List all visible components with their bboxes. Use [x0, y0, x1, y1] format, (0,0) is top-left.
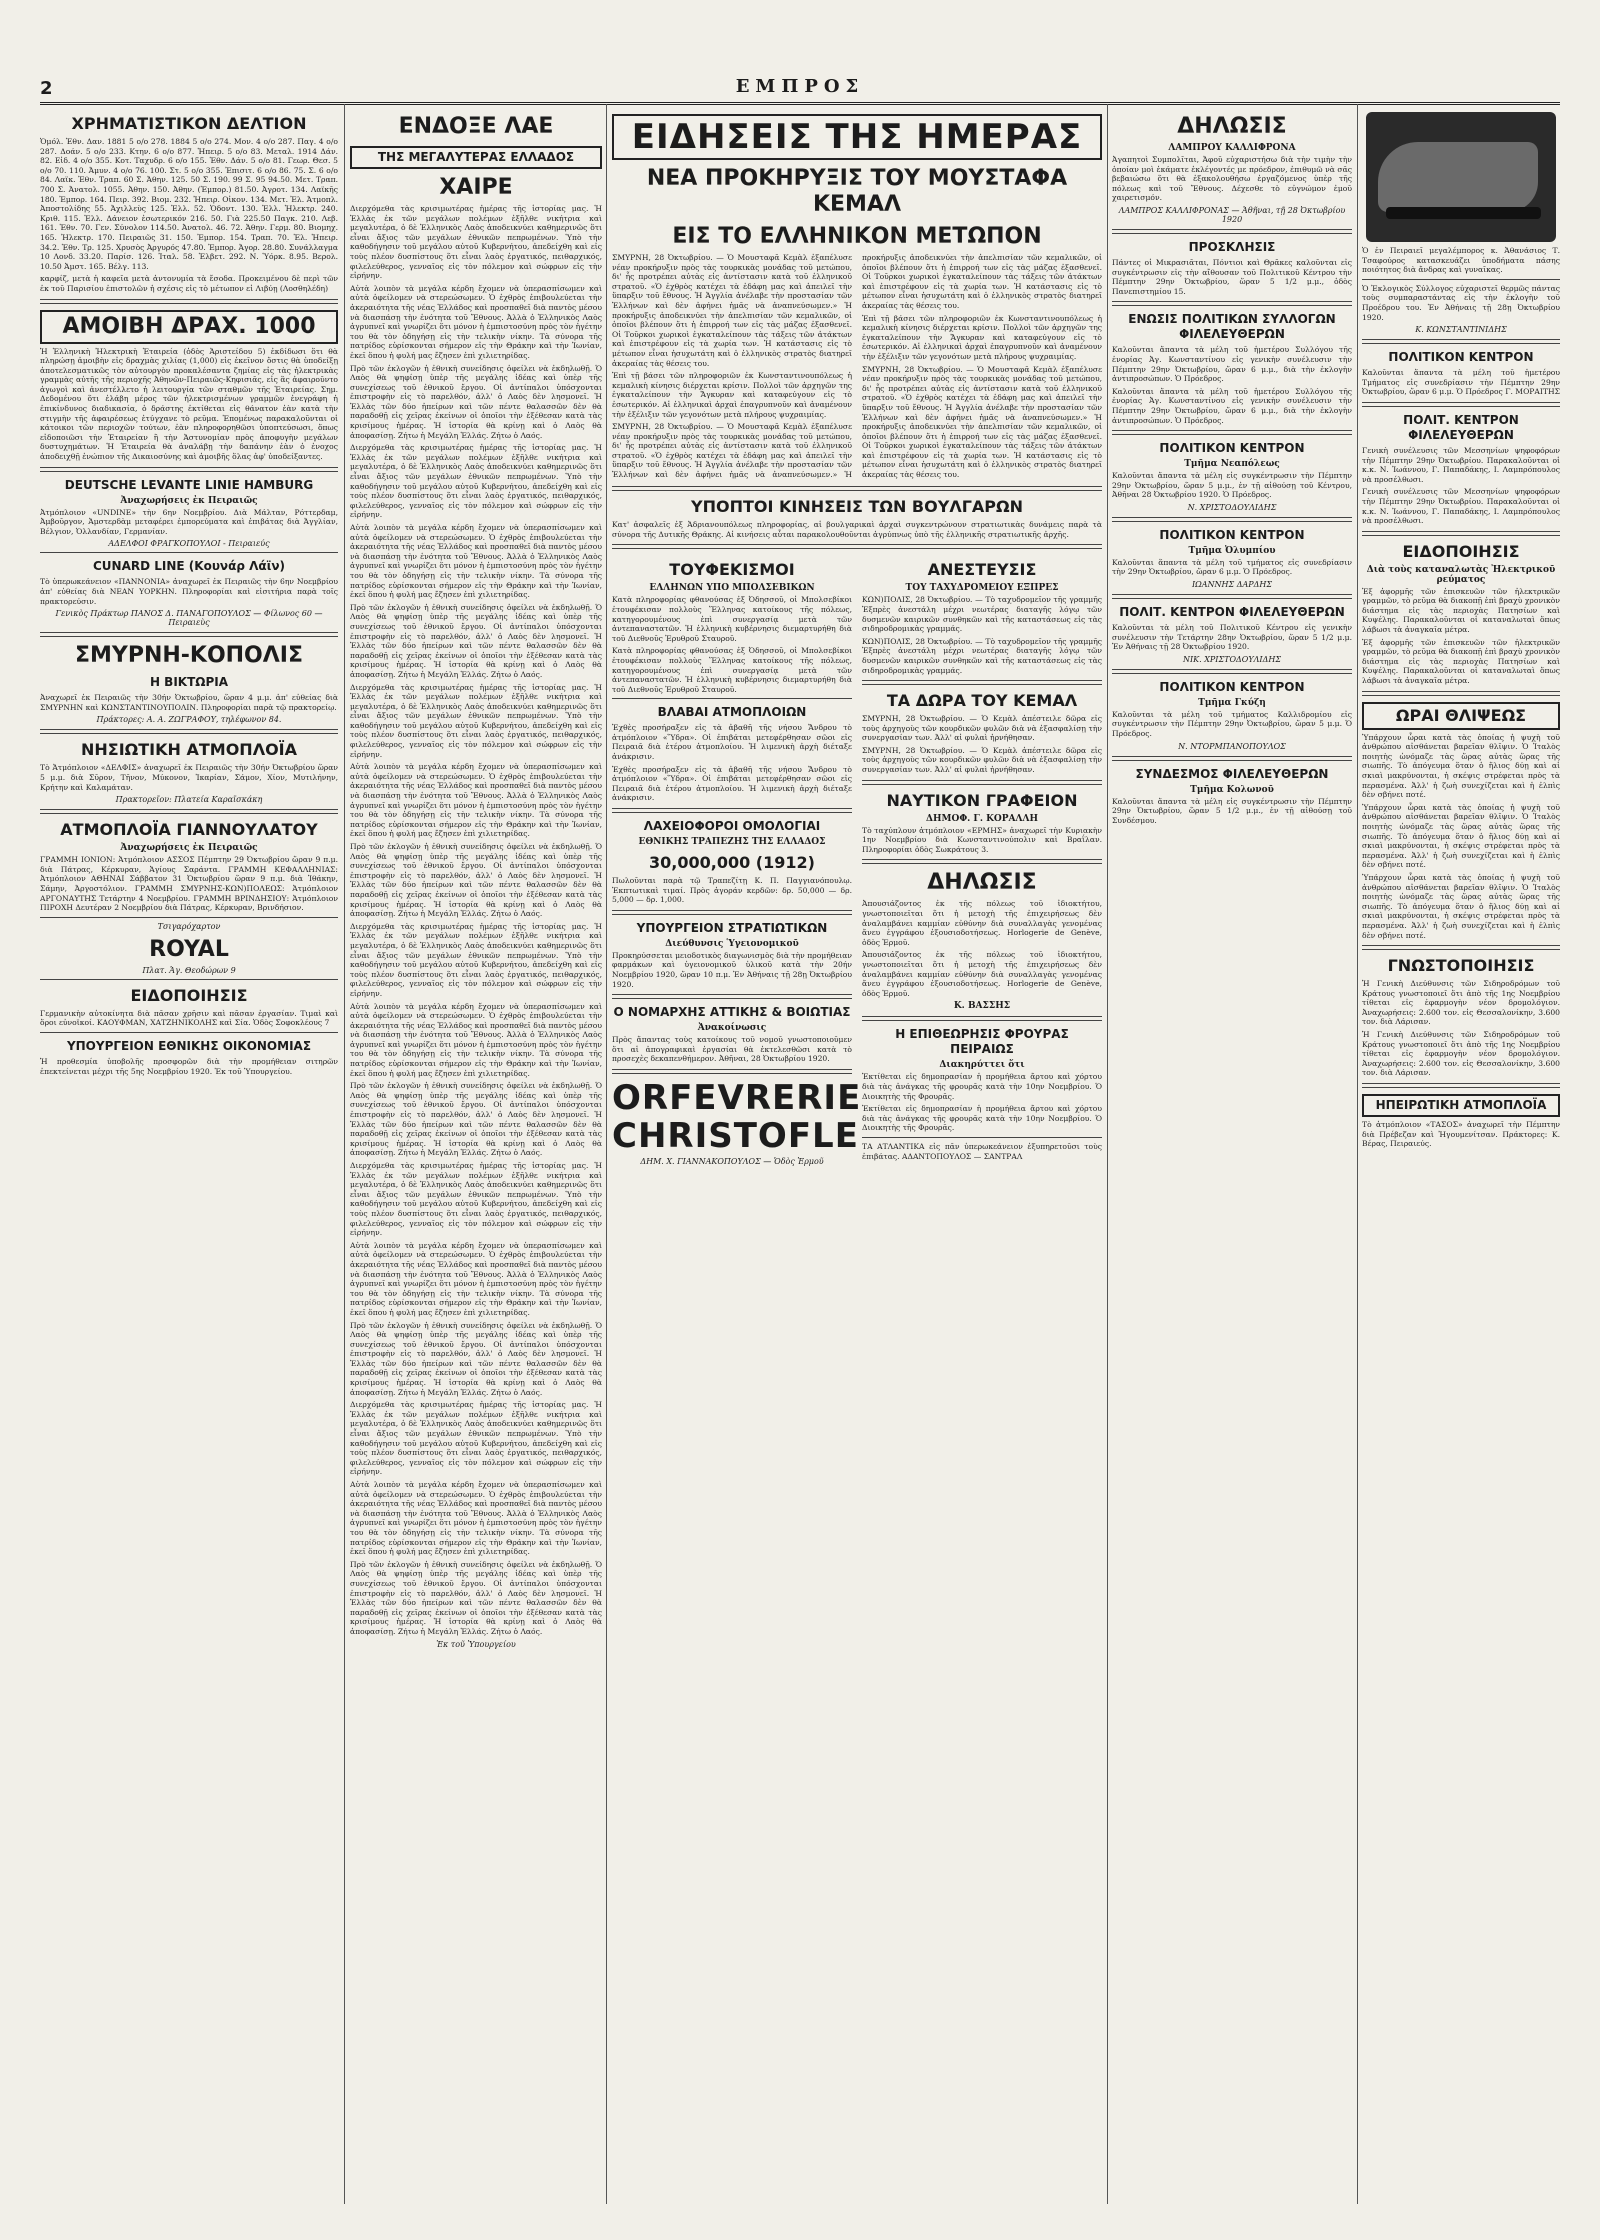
financial-heading: ΧΡΗΜΑΤΙΣΤΙΚΟΝ ΔΕΛΤΙΟΝ [71, 114, 307, 133]
paper-name: ΕΜΠΡΟΣ [735, 76, 865, 97]
cunard-sig: Γενικὸς Πράκτωρ ΠΑΝΟΣ Δ. ΠΑΝΑΓΟΠΟΥΛΟΣ — Φίλωνος 60 — Πειραιεὺς [55, 609, 323, 628]
news-heading: ΕΙΔΗΣΕΙΣ ΤΗΣ ΗΜΕΡΑΣ [612, 114, 1102, 160]
phil-heading: ΠΟΛΙΤ. ΚΕΝΤΡΟΝ ΦΙΛΕΛΕΥΘΕΡΩΝ [1119, 605, 1345, 620]
boeotia-text: Πρὸς ἅπαντας τοὺς κατοίκους τοῦ νομοῦ γνωστοποιοῦμεν ὅτι αἱ ἀπογραφικαὶ ἐργασίαι θὰ ἐκτελεσθῶσι κατὰ τὸ προσεχὲς δεκαπενθήμερον. Ἀθῆναι, 28 Ὀκτωβρίου 1920. [612, 1035, 852, 1064]
dilosis-sub: ΛΑΜΠΡΟΥ ΚΑΛΛΙΦΡΟΝΑ [1168, 143, 1296, 153]
royal-heading: ROYAL [149, 936, 229, 962]
giannoulatos-heading: ΑΤΜΟΠΛΟΪΑ ΓΙΑΝΝΟΥΛΑΤΟΥ [60, 820, 318, 840]
article-text: Πρὸ τῶν ἐκλογῶν ἡ ἐθνικὴ συνείδησις ὀφείλει νὰ ἐκδηλωθῇ. Ὁ Λαὸς θὰ ψηφίσῃ ὑπὲρ τῆς μεγάλης ἰδέας καὶ ὑπὲρ τῆς συνεχίσεως τοῦ ἐθνικοῦ ἔργου. Οἱ ἀντίπαλοι ὑπόσχονται ἐπιστροφὴν εἰς τὸ παρελθόν, ἀλλ' ὁ Λαὸς δὲν λησμονεῖ. Ἡ Ἑλλὰς τῶν δύο ἠπείρων καὶ τῶν πέντε θαλασσῶν δὲν θὰ παραδοθῇ εἰς χεῖρας ἐκείνων οἱ ὁποῖοι τὴν ἐξέθεσαν κατὰ τὰς κρισίμους ἡμέρας. Ἡ ἱστορία θὰ κρίνῃ καὶ ὁ Λαὸς θὰ ἀποφασίσῃ. Ζήτω ἡ Μεγάλη Ἑλλάς. Ζήτω ὁ Λαός. [350, 1320, 602, 1397]
article-text: Διερχόμεθα τὰς κρισιμωτέρας ἡμέρας τῆς ἱστορίας μας. Ἡ Ἑλλὰς ἐκ τῶν μεγάλων πολέμων ἐξῆλθε νικήτρια καὶ μεγαλυτέρα, ὁ δὲ Ἑλληνικὸς Λαὸς ἀποδεικνύει καθημερινῶς ὅτι εἶναι ἄξιος τῶν μεγάλων ἐθνικῶν πεπρωμένων. Ὑπὸ τὴν καθοδήγησιν τοῦ μεγάλου αὐτοῦ Κυβερνήτου, ἀπεδείχθη καὶ εἰς τοὺς πλέον δυσπίστους ὅτι εἶναι λαὸς ἐργατικός, πειθαρχικός, φιλελεύθερος, γενναῖος εἰς τὸν πόλεμον καὶ σώφρων εἰς τὴν εἰρήνην. [350, 443, 602, 520]
notices-text: Ἐξ ἀφορμῆς τῶν ἐπισκευῶν τῶν ἠλεκτρικῶν γραμμῶν, τὸ ρεῦμα θὰ διακοπῇ ἐπὶ βραχὺ χρονικὸν διάστημα εἰς τὰς περιοχὰς Πατησίων καὶ Κυψέλης. Παρακαλοῦνται οἱ καταναλωταὶ ὅπως λάβωσι τὰ ἀναγκαῖα μέτρα. [1362, 586, 1560, 635]
thanks-sig: Κ. ΚΩΝΣΤΑΝΤΙΝΙΔΗΣ [1415, 325, 1507, 335]
lottery-amount: 30,000,000 (1912) [649, 853, 815, 873]
gifts-text: ΣΜΥΡΝΗ, 28 Ὀκτωβρίου. — Ὁ Κεμὰλ ἀπέστειλε δῶρα εἰς τοὺς ἀρχηγοὺς τῶν κουρδικῶν φυλῶν διὰ νὰ ἐξασφαλίσῃ τὴν συνεργασίαν των. Ἀλλ' αἱ φυλαὶ ἠρνήθησαν. [862, 714, 1102, 743]
island-sig: Πρακτορεῖον: Πλατεία Καραϊσκάκη [115, 795, 263, 805]
reward-heading: ΑΜΟΙΒΗ ΔΡΑΧ. 1000 [40, 310, 338, 344]
shoe-caption: Ὁ ἐν Πειραιεῖ μεγαλέμπορος κ. Ἀθανάσιος Τ. Τσαφούρος κατασκευάζει ὑποδήματα πάσης ποιότητος διὰ ἄνδρας καὶ γυναῖκας. [1362, 246, 1560, 275]
column-1 [40, 108, 338, 2208]
phil-sig: ΝΙΚ. ΧΡΙΣΤΟΔΟΥΛΙΔΗΣ [1183, 654, 1281, 664]
party2-sig: ΙΩΑΝΝΗΣ ΔΑΡΔΗΣ [1191, 580, 1273, 590]
postal-heading: ΑΝΕΣΤΕΥΣΙΣ [927, 560, 1037, 580]
shots-text: Κατὰ πληροφορίας φθανούσας ἐξ Ὀδησσοῦ, οἱ Μπολσεβίκοι ἐτουφέκισαν πολλοὺς Ἕλληνας κατοίκους τῆς πόλεως, κατηγορουμένους ἐπὶ συνεργασίᾳ μετὰ τῶν ἀντεπαναστατῶν. Ἡ ἑλληνικὴ κυβέρνησις διεμαρτυρήθη διὰ τοῦ Διεθνοῦς Ἐρυθροῦ Σταυροῦ. [612, 595, 852, 643]
party-sig: Ν. ΧΡΙΣΤΟΔΟΥΛΙΔΗΣ [1187, 502, 1277, 512]
hours-text: Ὑπάρχουν ὧραι κατὰ τὰς ὁποίας ἡ ψυχὴ τοῦ ἀνθρώπου αἰσθάνεται βαρεῖαν θλῖψιν. Ὁ Ἰταλὸς ποιητὴς ὠνόμαζε τὰς ὥρας αὐτὰς ὥρας τῆς σιωπῆς. Τὸ ἀπόγευμα ὅταν ὁ ἥλιος δύῃ καὶ αἱ σκιαὶ μακρύνονται, ἡ σκέψις στρέφεται πρὸς τὰ περασμένα. Ἀλλ' ἡ ζωὴ συνεχίζεται καὶ ἡ ἐλπὶς δὲν σβήνει ποτέ. [1362, 732, 1560, 800]
shots-text: Κατὰ πληροφορίας φθανούσας ἐξ Ὀδησσοῦ, οἱ Μπολσεβίκοι ἐτουφέκισαν πολλοὺς Ἕλληνας κατοίκους τῆς πόλεως, κατηγορουμένους ἐπὶ συνεργασίᾳ μετὰ τῶν ἀντεπαναστατῶν. Ἡ ἑλληνικὴ κυβέρνησις διεμαρτυρήθη διὰ τοῦ Διεθνοῦς Ἐρυθροῦ Σταυροῦ. [612, 646, 852, 694]
article-text: Αὐτὰ λοιπὸν τὰ μεγάλα κέρδη ἔχομεν νὰ ὑπερασπίσωμεν καὶ αὐτὰ ὀφείλομεν νὰ στερεώσωμεν. Ὁ ἐχθρὸς ἐπιβουλεύεται τὴν ἀκεραιότητα τῆς νέας Ἑλλάδος καὶ προσπαθεῖ διὰ παντὸς μέσου νὰ διασπάσῃ τὴν ἑνότητα τοῦ Ἔθνους. Ἀλλὰ ὁ Ἑλληνικὸς Λαὸς ἀγρυπνεῖ καὶ γνωρίζει ὅτι μόνον ἡ ἐμπιστοσύνη πρὸς τὸν ἡγέτην του θὰ τὸν ὁδηγήσῃ εἰς τὴν τελικὴν νίκην. Τὰ σύνορα τῆς πατρίδος εὑρίσκονται σήμερον εἰς τὴν Θράκην καὶ τὴν Ἰωνίαν, ἐκεῖ ὅπου ἡ φυλή μας ἔζησεν ἐπὶ χιλιετηρίδας. [350, 762, 602, 839]
column-divider [1357, 104, 1358, 2204]
giannoulatos-sub: Ἀναχωρήσεις ἐκ Πειραιῶς [120, 843, 258, 854]
gifts-text: ΣΜΥΡΝΗ, 28 Ὀκτωβρίου. — Ὁ Κεμὰλ ἀπέστειλε δῶρα εἰς τοὺς ἀρχηγοὺς τῶν κουρδικῶν φυλῶν διὰ νὰ ἐξασφαλίσῃ τὴν συνεργασίαν των. Ἀλλ' αἱ φυλαὶ ἠρνήθησαν. [862, 745, 1102, 775]
notices-heading: ΕΙΔΟΠΟΙΗΣΙΣ [130, 985, 248, 1005]
notice-sig: Κ. ΒΑΣΣΗΣ [953, 1001, 1011, 1012]
thanks-text: Ὁ Ἐκλογικὸς Σύλλογος εὐχαριστεῖ θερμῶς πάντας τοὺς συμπαραστάντας εἰς τὴν ἐκλογὴν τοῦ Προέδρου του. Ἐν Ἀθήναις τῇ 28ῃ Ὀκτωβρίου 1920. [1362, 283, 1560, 322]
pk2-text: Γενικὴ συνέλευσις τῶν Μεσσηνίων ψηφοφόρων τὴν Πέμπτην 29ην Ὀκτωβρίου. Παρακαλοῦνται οἱ κ.κ. Ν. Ἰωάννου, Γ. Παπαδάκης, Ι. Λαμπρόπουλος νὰ προσέλθωσι. [1362, 445, 1560, 484]
heading-mid: ΤΗΣ ΜΕΓΑΛΥΤΕΡΑΣ ΕΛΛΑΔΟΣ [350, 146, 602, 169]
article-text: Πρὸ τῶν ἐκλογῶν ἡ ἐθνικὴ συνείδησις ὀφείλει νὰ ἐκδηλωθῇ. Ὁ Λαὸς θὰ ψηφίσῃ ὑπὲρ τῆς μεγάλης ἰδέας καὶ ὑπὲρ τῆς συνεχίσεως τοῦ ἐθνικοῦ ἔργου. Οἱ ἀντίπαλοι ὑπόσχονται ἐπιστροφὴν εἰς τὸ παρελθόν, ἀλλ' ὁ Λαὸς δὲν λησμονεῖ. Ἡ Ἑλλὰς τῶν δύο ἠπείρων καὶ τῶν πέντε θαλασσῶν δὲν θὰ παραδοθῇ εἰς χεῖρας ἐκείνων οἱ ὁποῖοι τὴν ἐξέθεσαν κατὰ τὰς κρισίμους ἡμέρας. Ἡ ἱστορία θὰ κρίνῃ καὶ ὁ Λαὸς θὰ ἀποφασίσῃ. Ζήτω ἡ Μεγάλη Ἑλλάς. Ζήτω ὁ Λαός. [350, 842, 602, 919]
party2-sub: Τμῆμα Ὀλυμπίου [1188, 545, 1276, 556]
postal-text: ΚΩΝ)ΠΟΛΙΣ, 28 Ὀκτωβρίου. — Τὸ ταχυδρομεῖον τῆς γραμμῆς Ἐξπρὲς ἀνεστάλη μέχρι νεωτέρας διαταγῆς λόγῳ τῶν δυσμενῶν καιρικῶν συνθηκῶν καὶ τῆς καταστάσεως εἰς τὰς σιδηροδρομικὰς γραμμάς. [862, 636, 1102, 675]
steamer-heading: ΒΛΑΒΑΙ ΑΤΜΟΠΛΟΙΩΝ [657, 705, 807, 720]
kemal-heading: ΝΕΑ ΠΡΟΚΗΡΥΞΙΣ ΤΟΥ ΜΟΥΣΤΑΦΑ ΚΕΜΑΛ [646, 166, 1068, 217]
postal-text: ΚΩΝ)ΠΟΛΙΣ, 28 Ὀκτωβρίου. — Τὸ ταχυδρομεῖον τῆς γραμμῆς Ἐξπρὲς ἀνεστάλη μέχρι νεωτέρας διαταγῆς λόγῳ τῶν δυσμενῶν καιρικῶν συνθηκῶν καὶ τῆς καταστάσεως εἰς τὰς σιδηροδρομικὰς γραμμάς. [862, 595, 1102, 634]
notice-text: Ἀπουσιάζοντος ἐκ τῆς πόλεως τοῦ ἰδιοκτήτου, γνωστοποιεῖται ὅτι ἡ μετοχὴ τῆς ἐπιχειρήσεως δὲν ἀναλαμβάνει καμμίαν εὐθύνην διὰ συναλλαγὰς γενομένας ἄνευ ἐγγράφου ἐξουσιοδοτήσεως. Horlogerie de Genève, ὁδὸς Ἑρμοῦ. [862, 899, 1102, 947]
party-text: Καλοῦνται ἅπαντα τὰ μέλη εἰς συγκέντρωσιν τὴν Πέμπτην 29ην Ὀκτωβρίου, ὥραν 5 μ.μ., ἐν τῇ αἰθούσῃ τοῦ Κέντρου, Ἀθῆναι 28 Ὀκτωβρίου 1920. Ὁ Πρόεδρος. [1112, 471, 1352, 500]
notice-text: Ἀπουσιάζοντος ἐκ τῆς πόλεως τοῦ ἰδιοκτήτου, γνωστοποιεῖται ὅτι ἡ μετοχὴ τῆς ἐπιχειρήσεως δὲν ἀναλαμβάνει καμμίαν εὐθύνην διὰ συναλλαγὰς γενομένας ἄνευ ἐγγράφου ἐξουσιοδοτήσεως. Horlogerie de Genève, ὁδὸς Ἑρμοῦ. [862, 950, 1102, 998]
article-text: Διερχόμεθα τὰς κρισιμωτέρας ἡμέρας τῆς ἱστορίας μας. Ἡ Ἑλλὰς ἐκ τῶν μεγάλων πολέμων ἐξῆλθε νικήτρια καὶ μεγαλυτέρα, ὁ δὲ Ἑλληνικὸς Λαὸς ἀποδεικνύει καθημερινῶς ὅτι εἶναι ἄξιος τῶν μεγάλων ἐθνικῶν πεπρωμένων. Ὑπὸ τὴν καθοδήγησιν τοῦ μεγάλου αὐτοῦ Κυβερνήτου, ἀπεδείχθη καὶ εἰς τοὺς πλέον δυσπίστους ὅτι εἶναι λαὸς ἐργατικός, πειθαρχικός, φιλελεύθερος, γενναῖος εἰς τὸν πόλεμον καὶ σώφρων εἰς τὴν εἰρήνην. [350, 204, 602, 281]
masthead [40, 78, 1560, 105]
piraeus-text: Ἐκτίθεται εἰς δημοπρασίαν ἡ προμήθεια ἄρτου καὶ χόρτου διὰ τὰς ἀνάγκας τῆς φρουρᾶς κατὰ τὴν 10ην Νοεμβρίου. Ὁ Διοικητὴς τῆς Φρουρᾶς. [862, 1104, 1102, 1133]
levant-sig: ΑΔΕΛΦΟΙ ΦΡΑΓΚΟΠΟΥΛΟΙ - Πειραιεύς [108, 539, 270, 549]
piraeus-sub: Διακηρύττει ὅτι [939, 1060, 1025, 1071]
hours-text: Ὑπάρχουν ὧραι κατὰ τὰς ὁποίας ἡ ψυχὴ τοῦ ἀνθρώπου αἰσθάνεται βαρεῖαν θλῖψιν. Ὁ Ἰταλὸς ποιητὴς ὠνόμαζε τὰς ὥρας αὐτὰς ὥρας τῆς σιωπῆς. Τὸ ἀπόγευμα ὅταν ὁ ἥλιος δύῃ καὶ αἱ σκιαὶ μακρύνονται, ἡ σκέψις στρέφεται πρὸς τὰ περασμένα. Ἀλλ' ἡ ζωὴ συνεχίζεται καὶ ἡ ἐλπὶς δὲν σβήνει ποτέ. [1362, 872, 1560, 940]
island-heading: ΝΗΣΙΩΤΙΚΗ ΑΤΜΟΠΛΟΪΑ [80, 740, 298, 760]
steamer-text: Ἐχθὲς προσήραξεν εἰς τὰ ἀβαθῆ τῆς νήσου Ἄνδρου τὸ ἀτμόπλοιον «Ὕδρα». Οἱ ἐπιβάται μετεφέρθησαν σῶοι εἰς Πειραιᾶ διὰ ἑτέρου ἀτμοπλοίου. Ἡ λιμενικὴ ἀρχὴ διέταξε ἀνάκρισιν. [612, 764, 852, 803]
postal-sub: ΤΟΥ ΤΑΧΥΔΡΟΜΕΙΟΥ ΕΞΠΡΕΣ [905, 583, 1059, 594]
party2-text: Καλοῦνται ἅπαντα τὰ μέλη τοῦ τμήματος εἰς συνεδρίασιν τὴν 29ην Ὀκτωβρίου, ὥραν 6 μ.μ. Ὁ Πρόεδρος. [1112, 557, 1352, 577]
royal-sub: Τσιγαρόχαρτον [157, 921, 221, 931]
army-text: Προκηρύσσεται μειοδοτικὸς διαγωνισμὸς διὰ τὴν προμήθειαν φαρμάκων καὶ ὑγειονομικοῦ ὑλικοῦ κατὰ τὴν 20ήν Νοεμβρίου 1920, ὥραν 10 π.μ. Ἐν Ἀθήναις τῇ 28ῃ Ὀκτωβρίου 1920. [612, 950, 852, 989]
notices-heading: ΕΙΔΟΠΟΙΗΣΙΣ [1402, 541, 1520, 561]
atlantic-text: ΤΑ ΑΤΛΑΝΤΙΚΑ εἰς πᾶν ὑπερωκεάνειον ἐξυπηρετοῦσι τοὺς ἐπιβάτας. ΑΔΑΝΤΟΠΟΥΛΟΣ — ΣΑΝΤΡΑΛ [862, 1141, 1102, 1161]
shots-heading: ΤΟΥΦΕΚΙΣΜΟΙ [669, 560, 795, 580]
kemal-text: ΣΜΥΡΝΗ, 28 Ὀκτωβρίου. — Ὁ Μουσταφᾶ Κεμὰλ ἐξαπέλυσε νέαν προκήρυξιν πρὸς τὰς τουρκικὰς μονάδας τοῦ μετώπου, δι' ἧς προτρέπει αὐτὰς εἰς ἀντίστασιν κατὰ τοῦ ἑλληνικοῦ στρατοῦ. «Ὁ ἐχθρὸς κατέχει τὰ ἐδάφη μας καὶ ἀπειλεῖ τὴν ὕπαρξιν τοῦ ἔθνους. Ἡ Ἀγγλία ἀνέλαβε τὴν προστασίαν τῶν Ἑλλήνων καὶ δὲν ἀφήνει ἡμᾶς νὰ ἀναπνεύσωμεν.» Ἡ προκήρυξις ἀποδεικνύει τὴν ἀπελπισίαν τῶν κεμαλικῶν, οἱ ὁποῖοι βλέπουν ὅτι ἡ ἐπιρροή των εἰς τὰς μάζας ἐξασθενεῖ. Οἱ Τοῦρκοι χωρικοὶ ἐγκαταλείπουν τὰς τάξεις τῶν ἀτάκτων καὶ ἐπιστρέφουν εἰς τὰ χωρία των. Ἡ κατάστασις εἰς τὸ μέτωπον εἶναι ἡσυχωτάτη καὶ ὁ ἑλληνικὸς στρατὸς διατηρεῖ ἀκεραίας τὰς θέσεις του. [612, 253, 852, 368]
reward-text: Ἡ Ἑλληνικὴ Ἠλεκτρικὴ Ἑταιρεία (ὁδὸς Ἀριστείδου 5) ἐκδίδωσι ὅτι θὰ πληρώσῃ ἀμοιβὴν εἰς δραχμὰς χιλίας (1,000) εἰς ἐκεῖνον ὅστις θὰ ὑποδείξῃ ἀποτελεσματικῶς τὸν αὐτουργὸν προκαλέσαντα ζημίας εἰς τὰς ἠλεκτρικὰς γραμμὰς αὐτῆς τῆς περιοχῆς Ἀθηνῶν-Πειραιῶς-Κηφισιᾶς, εἰς ἃς ἀφαιροῦντο ἀγωγοὶ καὶ ἀνεστέλλετο ἡ λειτουργία τῶν σταθμῶν τῆς Ἑταιρείας. Σημ. Δεδομένου ὅτι ἐλάβη μέρος τῶν ἠλεκτρισμένων γραμμῶν ἐνεγράφη ἡ ἐπικίνδυνος διαδικασία, ὁ δράστης ἐκτίθεται εἰς θάνατον ἐὰν κατὰ τὴν στιγμὴν τῆς ἀφαιρέσεως ἐτύγχανε τὸ ρεῦμα. Ἐπομένως παρακαλοῦνται οἱ κάτοικοι τῶν περιοχῶν τούτων, ἐὰν πληροφορηθῶσι ὑποπτεύσωσι, ὅπως εἰδοποιῶσι τὴν Ἑταιρείαν ἢ τὴν Ἀστυνομίαν πρὸς ἀποφυγὴν μεγάλων δυστυχημάτων. Ἡ Ἑταιρεία θὰ ἀναλάβῃ τὴν δαπάνην ἐὰν ὁ ἐνοχος ἀποδειχθῇ ἐνώπιον τῆς Δικαιοσύνης καὶ ἀμοιβῆς ὅλας ἀφ' ὑποδείξαντες. [40, 346, 338, 462]
article-text: Αὐτὰ λοιπὸν τὰ μεγάλα κέρδη ἔχομεν νὰ ὑπερασπίσωμεν καὶ αὐτὰ ὀφείλομεν νὰ στερεώσωμεν. Ὁ ἐχθρὸς ἐπιβουλεύεται τὴν ἀκεραιότητα τῆς νέας Ἑλλάδος καὶ προσπαθεῖ διὰ παντὸς μέσου νὰ διασπάσῃ τὴν ἑνότητα τοῦ Ἔθνους. Ἀλλὰ ὁ Ἑλληνικὸς Λαὸς ἀγρυπνεῖ καὶ γνωρίζει ὅτι μόνον ἡ ἐμπιστοσύνη πρὸς τὸν ἡγέτην του θὰ τὸν ὁδηγήσῃ εἰς τὴν τελικὴν νίκην. Τὰ σύνορα τῆς πατρίδος εὑρίσκονται σήμερον εἰς τὴν Θράκην καὶ τὴν Ἰωνίαν, ἐκεῖ ὅπου ἡ φυλή μας ἔζησεν ἐπὶ χιλιετηρίδας. [350, 1480, 602, 1557]
smyrna-heading: ΣΜΥΡΝΗ-ΚΟΠΟΛΙΣ [74, 643, 304, 669]
island-text: Τὸ Ἀτμόπλοιον «ΔΕΛΦΙΣ» ἀναχωρεῖ ἐκ Πειραιῶς τὴν 30ήν Ὀκτωβρίου ὥραν 5 μ.μ. διὰ Σῦρον, Τῆνον, Μύκονον, Ἰκαρίαν, Σάμον, Χίον, Μυτιλήνην, Κρήτην καὶ Καλαμάταν. [40, 763, 338, 792]
article-text: Αὐτὰ λοιπὸν τὰ μεγάλα κέρδη ἔχομεν νὰ ὑπερασπίσωμεν καὶ αὐτὰ ὀφείλομεν νὰ στερεώσωμεν. Ὁ ἐχθρὸς ἐπιβουλεύεται τὴν ἀκεραιότητα τῆς νέας Ἑλλάδος καὶ προσπαθεῖ διὰ παντὸς μέσου νὰ διασπάσῃ τὴν ἑνότητα τοῦ Ἔθνους. Ἀλλὰ ὁ Ἑλληνικὸς Λαὸς ἀγρυπνεῖ καὶ γνωρίζει ὅτι μόνον ἡ ἐμπιστοσύνη πρὸς τὸν ἡγέτην του θὰ τὸν ὁδηγήσῃ εἰς τὴν τελικὴν νίκην. Τὰ σύνορα τῆς πατρίδος εὑρίσκονται σήμερον εἰς τὴν Θράκην καὶ τὴν Ἰωνίαν, ἐκεῖ ὅπου ἡ φυλή μας ἔζησεν ἐπὶ χιλιετηρίδας. [350, 1001, 602, 1078]
naval-text: Τὸ ταχύπλουν ἀτμόπλοιον «ΕΡΜΗΣ» ἀναχωρεῖ τὴν Κυριακὴν 1ην Νοεμβρίου διὰ Κωνσταντινούπολιν καὶ Βραΐλαν. Πληροφορίαι ὁδὸς Σωκράτους 3. [862, 825, 1102, 854]
kolonos-text: Καλοῦνται ἅπαντα τὰ μέλη εἰς συγκέντρωσιν τὴν Πέμπτην 29ην Ὀκτωβρίου, ὥραν 5 1/2 μ.μ., ἐν τῇ αἰθούσῃ τοῦ Συνδέσμου. [1112, 796, 1352, 825]
epirus-text: Τὸ ἀτμόπλοιον «ΤΑΣΟΣ» ἀναχωρεῖ τὴν Πέμπτην διὰ Πρέβεζαν καὶ Ἠγουμενίτσαν. Πράκτορες: Κ. Βέρας, Πειραιεύς. [1362, 1120, 1560, 1149]
pk2-heading: ΠΟΛΙΤ. ΚΕΝΤΡΟΝ ΦΙΛΕΛΕΥΘΕΡΩΝ [1403, 412, 1519, 442]
travelers-heading: ΥΠΟΠΤΟΙ ΚΙΝΗΣΕΙΣ ΤΩΝ ΒΟΥΛΓΑΡΩΝ [691, 497, 1023, 517]
page-number: 2 [40, 78, 53, 99]
kemal-sub: ΕΙΣ ΤΟ ΕΛΛΗΝΙΚΟΝ ΜΕΤΩΠΟΝ [672, 224, 1042, 249]
lottery-sub: ΕΘΝΙΚΗΣ ΤΡΑΠΕΖΗΣ ΤΗΣ ΕΛΛΑΔΟΣ [638, 837, 826, 848]
column-5 [1362, 108, 1560, 2208]
boeotia-sub: Ἀνακοίνωσις [697, 1023, 767, 1034]
unions-text: Καλοῦνται ἅπαντα τὰ μέλη τοῦ ἡμετέρου Συλλόγου τῆς ἐνορίας Ἁγ. Κωνσταντίνου εἰς γενικὴν συνέλευσιν τὴν Πέμπτην 29ην Ὀκτωβρίου, ὥραν 6 μ.μ., διὰ τὴν ἐκλογὴν ἀντιπροσώπων. Ὁ Πρόεδρος. [1112, 386, 1352, 425]
hours-text: Ὑπάρχουν ὧραι κατὰ τὰς ὁποίας ἡ ψυχὴ τοῦ ἀνθρώπου αἰσθάνεται βαρεῖαν θλῖψιν. Ὁ Ἰταλὸς ποιητὴς ὠνόμαζε τὰς ὥρας αὐτὰς ὥρας τῆς σιωπῆς. Τὸ ἀπόγευμα ὅταν ὁ ἥλιος δύῃ καὶ αἱ σκιαὶ μακρύνονται, ἡ σκέψις στρέφεται πρὸς τὰ περασμένα. Ἀλλ' ἡ ζωὴ συνεχίζεται καὶ ἡ ἐλπὶς δὲν σβήνει ποτέ. [1362, 802, 1560, 870]
kemal-text: ΣΜΥΡΝΗ, 28 Ὀκτωβρίου. — Ὁ Μουσταφᾶ Κεμὰλ ἐξαπέλυσε νέαν προκήρυξιν πρὸς τὰς τουρκικὰς μονάδας τοῦ μετώπου, δι' ἧς προτρέπει αὐτὰς εἰς ἀντίστασιν κατὰ τοῦ ἑλληνικοῦ στρατοῦ. «Ὁ ἐχθρὸς κατέχει τὰ ἐδάφη μας καὶ ἀπειλεῖ τὴν ὕπαρξιν τοῦ ἔθνους. Ἡ Ἀγγλία ἀνέλαβε τὴν προστασίαν τῶν Ἑλλήνων καὶ δὲν ἀφήνει ἡμᾶς νὰ ἀναπνεύσωμεν.» Ἡ προκήρυξις ἀποδεικνύει τὴν ἀπελπισίαν τῶν κεμαλικῶν, οἱ ὁποῖοι βλέπουν ὅτι ἡ ἐπιρροή των εἰς τὰς μάζας ἐξασθενεῖ. Οἱ Τοῦρκοι χωρικοὶ ἐγκαταλείπουν τὰς τάξεις τῶν ἀτάκτων καὶ ἐπιστρέφουν εἰς τὰ χωρία των. Ἡ κατάστασις εἰς τὸ μέτωπον εἶναι ἡσυχωτάτη καὶ ὁ ἑλληνικὸς στρατὸς διατηρεῖ ἀκεραίας τὰς θέσεις του. [612, 253, 1102, 480]
steamer-text: Ἐχθὲς προσήραξεν εἰς τὰ ἀβαθῆ τῆς νήσου Ἄνδρου τὸ ἀτμόπλοιον «Ὕδρα». Οἱ ἐπιβάται μετεφέρθησαν σῶοι εἰς Πειραιᾶ διὰ ἑτέρου ἀτμοπλοίου. Ἡ λιμενικὴ ἀρχὴ διέταξε ἀνάκρισιν. [612, 723, 852, 762]
smyrna-text: Ἀναχωρεῖ ἐκ Πειραιῶς τὴν 30ήν Ὀκτωβρίου, ὥραν 4 μ.μ. ἀπ' εὐθείας διὰ ΣΜΥΡΝΗΝ καὶ ΚΩΝΣΤΑΝΤΙΝΟΥΠΟΛΙΝ. Πληροφορίαι παρὰ τῷ πρακτορείῳ. [40, 693, 338, 712]
epirus-heading: ΗΠΕΙΡΩΤΙΚΗ ΑΤΜΟΠΛΟΪΑ [1362, 1094, 1560, 1117]
column-4 [1112, 108, 1352, 2208]
pk-text: Καλοῦνται ἅπαντα τὰ μέλη τοῦ ἡμετέρου Τμήματος εἰς συνεδρίασιν τὴν Πέμπτην 29ην Ὀκτωβρίου, ὥραν 6 μ.μ. Ὁ Πρόεδρος Γ. ΜΟΡΑΙΤΗΣ [1362, 368, 1560, 397]
phil-text: Καλοῦνται τὰ μέλη τοῦ Πολιτικοῦ Κέντρου εἰς γενικὴν συνέλευσιν τὴν Τετάρτην 28ην Ὀκτωβρίου, ὥραν 5 1/2 μ.μ. Ἐν Ἀθήναις τῇ 28 Ὀκτωβρίου 1920. [1112, 623, 1352, 652]
party2-heading: ΠΟΛΙΤΙΚΟΝ ΚΕΝΤΡΟΝ [1159, 527, 1305, 542]
kallidromos-text: Καλοῦνται τὰ μέλη τοῦ τμήματος Καλλιδρομίου εἰς συγκέντρωσιν τὴν Πέμπτην 29ην Ὀκτωβρίου, ὥραν 5 μ.μ. Ὁ Πρόεδρος. [1112, 709, 1352, 739]
giannoulatos-text: ΓΡΑΜΜΗ ΙΟΝΙΟΝ: Ἀτμόπλοιον ΑΣΣΟΣ Πέμπτην 29 Ὀκτωβρίου ὥραν 9 π.μ. διὰ Πάτρας, Κέρκυραν, Ἁγίους Σαράντα. ΓΡΑΜΜΗ ΚΕΦΑΛΛΗΝΙΑΣ: Ἀτμόπλοιον ΑΘΗΝΑΙ Σάββατον 31 Ὀκτωβρίου ὥραν 9 π.μ. διὰ Ἰθάκην, Σάμην, Ἀργοστόλιον. ΓΡΑΜΜΗ ΣΜΥΡΝΗΣ-ΚΩΝ)ΠΟΛΕΩΣ: Ἀτμόπλοιον ΑΡΓΟΝΑΥΤΗΣ Τετάρτην 4 Νοεμβρίου. ΓΡΑΜΜΗ ΒΡΙΝΔΗΣΙΟΥ: Ἀτμόπλοιον ΠΙΡΟΧΗ Δευτέραν 2 Νοεμβρίου διὰ Πάτρας, Κέρκυραν, Βρινδήσιον. [40, 855, 338, 913]
financial-note: καρφίζ, μετὰ ἡ καφεῖα μετὰ ἀντονυμία τὰ ἔσοδα. Προκειμένου δὲ περὶ τῶν ἐκ τοῦ Παρισίου ἐπιστολῶν ἡ σχέσις εἰς τὸ μέτωπον εἰ Λιβύῃ (Λοσθηλέδη) [40, 274, 338, 293]
kolonos-sub: Τμῆμα Κολωνοῦ [1190, 784, 1274, 795]
notices-text: Ἐξ ἀφορμῆς τῶν ἐπισκευῶν τῶν ἠλεκτρικῶν γραμμῶν, τὸ ρεῦμα θὰ διακοπῇ ἐπὶ βραχὺ χρονικὸν διάστημα εἰς τὰς περιοχὰς Πατησίων καὶ Κυψέλης. Παρακαλοῦνται οἱ καταναλωταὶ ὅπως λάβωσι τὰ ἀναγκαῖα μέτρα. [1362, 637, 1560, 686]
army-heading: ΥΠΟΥΡΓΕΙΟΝ ΣΤΡΑΤΙΩΤΙΚΩΝ [636, 920, 828, 935]
cunard-text: Τὸ ὑπερωκεάνειον «ΠΑΝΝΟΝΙΑ» ἀναχωρεῖ ἐκ Πειραιῶς τὴν 6ην Νοεμβρίου ἀπ' εὐθείας διὰ ΝΕΑΝ ΥΟΡΚΗΝ. Πληροφορίαι καὶ εἰσιτήρια παρὰ τοῖς πρακτορεύσιν. [40, 577, 338, 606]
unions-text: Καλοῦνται ἅπαντα τὰ μέλη τοῦ ἡμετέρου Συλλόγου τῆς ἐνορίας Ἁγ. Κωνσταντίνου εἰς γενικὴν συνέλευσιν τὴν Πέμπτην 29ην Ὀκτωβρίου, ὥραν 6 μ.μ., διὰ τὴν ἐκλογὴν ἀντιπροσώπων. Ὁ Πρόεδρος. [1112, 345, 1352, 384]
article-text: Πρὸ τῶν ἐκλογῶν ἡ ἐθνικὴ συνείδησις ὀφείλει νὰ ἐκδηλωθῇ. Ὁ Λαὸς θὰ ψηφίσῃ ὑπὲρ τῆς μεγάλης ἰδέας καὶ ὑπὲρ τῆς συνεχίσεως τοῦ ἐθνικοῦ ἔργου. Οἱ ἀντίπαλοι ὑπόσχονται ἐπιστροφὴν εἰς τὸ παρελθόν, ἀλλ' ὁ Λαὸς δὲν λησμονεῖ. Ἡ Ἑλλὰς τῶν δύο ἠπείρων καὶ τῶν πέντε θαλασσῶν δὲν θὰ παραδοθῇ εἰς χεῖρας ἐκείνων οἱ ὁποῖοι τὴν ἐξέθεσαν κατὰ τὰς κρισίμους ἡμέρας. Ἡ ἱστορία θὰ κρίνῃ καὶ ὁ Λαὸς θὰ ἀποφασίσῃ. Ζήτω ἡ Μεγάλη Ἑλλάς. Ζήτω ὁ Λαός. [350, 602, 602, 679]
heading-top: ΕΝΔΟΞΕ ΛΑΕ [398, 114, 554, 139]
travelers-text: Κατ' ἀσφαλεῖς ἐξ Ἀδριανουπόλεως πληροφορίας, αἱ βουλγαρικαὶ ἀρχαὶ συγκεντρώνουν στρατιωτικὰς δυνάμεις παρὰ τὰ σύνορα τῆς Δυτικῆς Θράκης. Αἱ κινήσεις αὗται παρακολουθοῦνται ἀγρύπνως ὑπὸ τῆς ἑλληνικῆς στρατιωτικῆς ἀρχῆς. [612, 520, 1102, 539]
christofle-sig: ΔΗΜ. Χ. ΓΙΑΝΝΑΚΟΠΟΥΛΟΣ — Ὁδὸς Ἑρμοῦ [640, 1156, 824, 1166]
pk-heading: ΠΟΛΙΤΙΚΟΝ ΚΕΝΤΡΟΝ [1388, 350, 1534, 365]
party-sub: Τμῆμα Νεαπόλεως [1184, 459, 1280, 470]
column-3 [612, 108, 1102, 2208]
dilosis-sig: ΛΑΜΠΡΟΣ ΚΑΛΛΙΦΡΟΝΑΣ — Ἀθῆναι, τῇ 28 Ὀκτωβρίου 1920 [1118, 205, 1346, 224]
article-text: Πρὸ τῶν ἐκλογῶν ἡ ἐθνικὴ συνείδησις ὀφείλει νὰ ἐκδηλωθῇ. Ὁ Λαὸς θὰ ψηφίσῃ ὑπὲρ τῆς μεγάλης ἰδέας καὶ ὑπὲρ τῆς συνεχίσεως τοῦ ἐθνικοῦ ἔργου. Οἱ ἀντίπαλοι ὑπόσχονται ἐπιστροφὴν εἰς τὸ παρελθόν, ἀλλ' ὁ Λαὸς δὲν λησμονεῖ. Ἡ Ἑλλὰς τῶν δύο ἠπείρων καὶ τῶν πέντε θαλασσῶν δὲν θὰ παραδοθῇ εἰς χεῖρας ἐκείνων οἱ ὁποῖοι τὴν ἐξέθεσαν κατὰ τὰς κρισίμους ἡμέρας. Ἡ ἱστορία θὰ κρίνῃ καὶ ὁ Λαὸς θὰ ἀποφασίσῃ. Ζήτω ἡ Μεγάλη Ἑλλάς. Ζήτω ὁ Λαός. [350, 1559, 602, 1636]
levant-text: Ἀτμόπλοιον «UNDINE» τὴν 6ην Νοεμβρίου. Διὰ Μάλταν, Ρόττερδαμ, Ἀμβοῦργον, Ἀμστερδὰμ μεταφέρει ἐμπορεύματα καὶ ἐπιβάτας διὰ Ἀγγλίαν, Βέλγιον, Ὁλλανδίαν, Γερμανίαν. [40, 507, 338, 536]
kemal-text-2: Ἐπὶ τῇ βάσει τῶν πληροφοριῶν ἐκ Κωνσταντινουπόλεως ἡ κεμαλικὴ κίνησις διέρχεται κρίσιν. Πολλοὶ τῶν ἀρχηγῶν της ἐγκαταλείπουν τὴν Ἄγκυραν καὶ καταφεύγουν εἰς τὸ ἐσωτερικόν. Αἱ ἑλληνικαὶ ἀρχαὶ ἐπαγρυπνοῦν καὶ ἀναμένουν τὴν ἐξέλιξιν τῶν γεγονότων μετὰ πλήρους ψυχραιμίας. [862, 313, 1102, 361]
kemal-text-2: Ἐπὶ τῇ βάσει τῶν πληροφοριῶν ἐκ Κωνσταντινουπόλεως ἡ κεμαλικὴ κίνησις διέρχεται κρίσιν. Πολλοὶ τῶν ἀρχηγῶν της ἐγκαταλείπουν τὴν Ἄγκυραν καὶ καταφεύγουν εἰς τὸ ἐσωτερικόν. Αἱ ἑλληνικαὶ ἀρχαὶ ἐπαγρυπνοῦν καὶ ἀναμένουν τὴν ἐξέλιξιν τῶν γεγονότων μετὰ πλήρους ψυχραιμίας. [612, 371, 852, 419]
ministry-text: Ἡ προθεσμία ὑποβολῆς προσφορῶν διὰ τὴν προμήθειαν σιτηρῶν ἐπεκτείνεται μέχρι τῆς 5ης Νοεμβρίου 1920. Ἐκ τοῦ Ὑπουργείου. [40, 1056, 338, 1076]
shoe-illustration [1366, 112, 1556, 242]
heading-bottom: ΧΑΙΡΕ [439, 175, 513, 200]
levant-heading: DEUTSCHE LEVANTE LINIE HAMBURG [64, 477, 314, 492]
kolonos-heading: ΣΥΝΔΕΣΜΟΣ ΦΙΛΕΛΕΥΘΕΡΩΝ [1135, 766, 1329, 781]
kallidromos-sub: Τμῆμα Γκύζη [1198, 697, 1266, 708]
party-heading: ΠΟΛΙΤΙΚΟΝ ΚΕΝΤΡΟΝ [1159, 441, 1305, 456]
article-text: Πρὸ τῶν ἐκλογῶν ἡ ἐθνικὴ συνείδησις ὀφείλει νὰ ἐκδηλωθῇ. Ὁ Λαὸς θὰ ψηφίσῃ ὑπὲρ τῆς μεγάλης ἰδέας καὶ ὑπὲρ τῆς συνεχίσεως τοῦ ἐθνικοῦ ἔργου. Οἱ ἀντίπαλοι ὑπόσχονται ἐπιστροφὴν εἰς τὸ παρελθόν, ἀλλ' ὁ Λαὸς δὲν λησμονεῖ. Ἡ Ἑλλὰς τῶν δύο ἠπείρων καὶ τῶν πέντε θαλασσῶν δὲν θὰ παραδοθῇ εἰς χεῖρας ἐκείνων οἱ ὁποῖοι τὴν ἐξέθεσαν κατὰ τὰς κρισίμους ἡμέρας. Ἡ ἱστορία θὰ κρίνῃ καὶ ὁ Λαὸς θὰ ἀποφασίσῃ. Ζήτω ἡ Μεγάλη Ἑλλάς. Ζήτω ὁ Λαός. [350, 1081, 602, 1158]
notice-heading: ΔΗΛΩΣΙΣ [927, 870, 1037, 896]
kemal-text: ΣΜΥΡΝΗ, 28 Ὀκτωβρίου. — Ὁ Μουσταφᾶ Κεμὰλ ἐξαπέλυσε νέαν προκήρυξιν πρὸς τὰς τουρκικὰς μονάδας τοῦ μετώπου, δι' ἧς προτρέπει αὐτὰς εἰς ἀντίστασιν κατὰ τοῦ ἑλληνικοῦ στρατοῦ. «Ὁ ἐχθρὸς κατέχει τὰ ἐδάφη μας καὶ ἀπειλεῖ τὴν ὕπαρξιν τοῦ ἔθνους. Ἡ Ἀγγλία ἀνέλαβε τὴν προστασίαν τῶν Ἑλλήνων καὶ δὲν ἀφήνει ἡμᾶς νὰ ἀναπνεύσωμεν.» Ἡ προκήρυξις ἀποδεικνύει τὴν ἀπελπισίαν τῶν κεμαλικῶν, οἱ ὁποῖοι βλέπουν ὅτι ἡ ἐπιρροή των εἰς τὰς μάζας ἐξασθενεῖ. Οἱ Τοῦρκοι χωρικοὶ ἐγκαταλείπουν τὰς τάξεις τῶν ἀτάκτων καὶ ἐπιστρέφουν εἰς τὰ χωρία των. Ἡ κατάστασις εἰς τὸ μέτωπον εἶναι ἡσυχωτάτη καὶ ὁ ἑλληνικὸς στρατὸς διατηρεῖ ἀκεραίας τὰς θέσεις του. [862, 364, 1102, 480]
article-text: Διερχόμεθα τὰς κρισιμωτέρας ἡμέρας τῆς ἱστορίας μας. Ἡ Ἑλλὰς ἐκ τῶν μεγάλων πολέμων ἐξῆλθε νικήτρια καὶ μεγαλυτέρα, ὁ δὲ Ἑλληνικὸς Λαὸς ἀποδεικνύει καθημερινῶς ὅτι εἶναι ἄξιος τῶν μεγάλων ἐθνικῶν πεπρωμένων. Ὑπὸ τὴν καθοδήγησιν τοῦ μεγάλου αὐτοῦ Κυβερνήτου, ἀπεδείχθη καὶ εἰς τοὺς πλέον δυσπίστους ὅτι εἶναι λαὸς ἐργατικός, πειθαρχικός, φιλελεύθερος, γενναῖος εἰς τὸν πόλεμον καὶ σώφρων εἰς τὴν εἰρήνην. [350, 1400, 602, 1477]
financial-text: Ὁμόλ. Ἐθν. Δαν. 1881 5 ο/ο 278. 1884 5 ο/ο 274. Μον. 4 ο/ο 287. Παγ. 4 ο/ο 287. Δοάν. 5 ο/ο 233. Κτην. 6 ο/ο 877. Ἠπειρ. 5 ο/ο 83. Μεταλ. 1914 Δάν. 82. Εἰδ. 4 ο/ο 355. Κοτ. Ταχυδρ. 6 ο/ο 155. Ἐθν. Δάν. 5 ο/ο 81. Γεωρ. Θεσ. 5 ο/ο 70. 110. Ἀμυν. 4 ο/ο 76. 100. Στ. 5 ο/ο 355. Ἐπισιτ. 6 ο/ο 86. 75. Σ. 6 ο/ο 84. Λαϊκ. Ἐθν. Τραπ. 60 Σ. Ἀθην. 125. 50 Σ. 190. 99 Σ. 95 94.50. Μετ. Τραπ. 700 Σ. Ἀνατολ. 1055. Ἀθην. 150. Ἀθην. (Ἐμπορ.) 81.50. Ἀγροτ. 134. Λαϊκῆς 180. Ἐμπορ. 164. Πειρ. 392. Βιομ. 232. Ἠπειρ. Οἰκον. 134. Μετ. Ἐλ. Ἀτμοπλ. Ἀποστολίδης 55. Ἀχιλλεὺς 125. Ἑλλ. 52. Ὁδοντ. 130. Ἑλλ. Ἠλεκτρ. 240. Κριθ. 115. Ἑλλ. Δάνειον ἐσωτερικόν 216. 50. Γιὰ 225.50 Παγκ. 210. Λεβ. 161. Ἐθν. 70. Γεν. Σύνολον 114.50. Ἀνατολ. 46. 72. Ἀθην. Γερμ. 80. Βιομηχ. 165. Ἠλεκτρ. 170. Πειραιῶς 31. 150. Ἐμπορ. 154. Τραπ. 70. Ἐλ. Ἠπειρ. 34.2. Ἐθν. Τρ. 125. Χρυσὸς Ἀργυρός 47.80. Ἐμπορ. Ἀγορ. 28.80. Συνάλλαγμα 10 Λονδ. 33.20. Παρίσ. 126. Ἰταλ. 58. Ἐλβετ. 292. Ν. Ὑόρκ. 8.95. Βερολ. 10.50 Ἀμστ. 165. Βέλγ. 113. [40, 137, 338, 271]
notices-sub: Διὰ τοὺς καταναλωτὰς Ἠλεκτρικοῦ ρεύματος [1366, 564, 1556, 585]
naval-sub: ΔΗΜΟΦ. Γ. ΚΟΡΑΛΛΗ [926, 813, 1038, 824]
column-2 [350, 108, 602, 2208]
article-text: Πρὸ τῶν ἐκλογῶν ἡ ἐθνικὴ συνείδησις ὀφείλει νὰ ἐκδηλωθῇ. Ὁ Λαὸς θὰ ψηφίσῃ ὑπὲρ τῆς μεγάλης ἰδέας καὶ ὑπὲρ τῆς συνεχίσεως τοῦ ἐθνικοῦ ἔργου. Οἱ ἀντίπαλοι ὑπόσχονται ἐπιστροφὴν εἰς τὸ παρελθόν, ἀλλ' ὁ Λαὸς δὲν λησμονεῖ. Ἡ Ἑλλὰς τῶν δύο ἠπείρων καὶ τῶν πέντε θαλασσῶν δὲν θὰ παραδοθῇ εἰς χεῖρας ἐκείνων οἱ ὁποῖοι τὴν ἐξέθεσαν κατὰ τὰς κρισίμους ἡμέρας. Ἡ ἱστορία θὰ κρίνῃ καὶ ὁ Λαὸς θὰ ἀποφασίσῃ. Ζήτω ἡ Μεγάλη Ἑλλάς. Ζήτω ὁ Λαός. [350, 363, 602, 440]
article-text: Αὐτὰ λοιπὸν τὰ μεγάλα κέρδη ἔχομεν νὰ ὑπερασπίσωμεν καὶ αὐτὰ ὀφείλομεν νὰ στερεώσωμεν. Ὁ ἐχθρὸς ἐπιβουλεύεται τὴν ἀκεραιότητα τῆς νέας Ἑλλάδος καὶ προσπαθεῖ διὰ παντὸς μέσου νὰ διασπάσῃ τὴν ἑνότητα τοῦ Ἔθνους. Ἀλλὰ ὁ Ἑλληνικὸς Λαὸς ἀγρυπνεῖ καὶ γνωρίζει ὅτι μόνον ἡ ἐμπιστοσύνη πρὸς τὸν ἡγέτην του θὰ τὸν ὁδηγήσῃ εἰς τὴν τελικὴν νίκην. Τὰ σύνορα τῆς πατρίδος εὑρίσκονται σήμερον εἰς τὴν Θράκην καὶ τὴν Ἰωνίαν, ἐκεῖ ὅπου ἡ φυλή μας ἔζησεν ἐπὶ χιλιετηρίδας. [350, 283, 602, 360]
column-divider [606, 104, 607, 2204]
unions-heading: ΕΝΩΣΙΣ ΠΟΛΙΤΙΚΩΝ ΣΥΛΛΟΓΩΝ ΦΙΛΕΛΕΥΘΕΡΩΝ [1128, 312, 1336, 342]
ministry-heading: ΥΠΟΥΡΓΕΙΟΝ ΕΘΝΙΚΗΣ ΟΙΚΟΝΟΜΙΑΣ [66, 1038, 312, 1053]
army-sub: Διεύθυνσις Ὑγειονομικοῦ [665, 938, 799, 949]
dilosis-text: Ἀγαπητοὶ Συμπολῖται, Ἀφοῦ εὐχαριστήσω διὰ τὴν τιμὴν τὴν ὁποίαν μοὶ ἐκάματε ἐκλέγοντές με πρόεδρον, ἐπιθυμῶ νὰ σᾶς βεβαιώσω ὅτι θὰ ἐξακολουθήσω ἐργαζόμενος ὑπὲρ τῆς πόλεως καὶ τοῦ Ἔθνους. Δέχεσθε τὸ εὐγνώμον ἐμοῦ χαιρετισμόν. [1112, 155, 1352, 203]
boeotia-heading: Ο ΝΟΜΑΡΧΗΣ ΑΤΤΙΚΗΣ & ΒΟΙΩΤΙΑΣ [613, 1005, 851, 1020]
invite-text: Πάντες οἱ Μικρασιᾶται, Πόντιοι καὶ Θρᾶκες καλοῦνται εἰς συγκέντρωσιν εἰς τὴν αἴθουσαν τοῦ Πολιτικοῦ Κέντρου τὴν Πέμπτην 29ην Ὀκτωβρίου, ὥραν 5 1/2 μ.μ., ὁδὸς Πανεπιστημίου 15. [1112, 257, 1352, 296]
smyrna-sub: Η ΒΙΚΤΩΡΙΑ [149, 675, 229, 690]
article-text: Διερχόμεθα τὰς κρισιμωτέρας ἡμέρας τῆς ἱστορίας μας. Ἡ Ἑλλὰς ἐκ τῶν μεγάλων πολέμων ἐξῆλθε νικήτρια καὶ μεγαλυτέρα, ὁ δὲ Ἑλληνικὸς Λαὸς ἀποδεικνύει καθημερινῶς ὅτι εἶναι ἄξιος τῶν μεγάλων ἐθνικῶν πεπρωμένων. Ὑπὸ τὴν καθοδήγησιν τοῦ μεγάλου αὐτοῦ Κυβερνήτου, ἀπεδείχθη καὶ εἰς τοὺς πλέον δυσπίστους ὅτι εἶναι λαὸς ἐργατικός, πειθαρχικός, φιλελεύθερος, γενναῖος εἰς τὸν πόλεμον καὶ σώφρων εἰς τὴν εἰρήνην. [350, 1161, 602, 1238]
naval-heading: ΝΑΥΤΙΚΟΝ ΓΡΑΦΕΙΟΝ [886, 790, 1078, 810]
cunard-heading: CUNARD LINE (Κουνάρ Λάϊν) [93, 559, 285, 574]
gn-text: Ἡ Γενικὴ Διεύθυνσις τῶν Σιδηροδρόμων τοῦ Κράτους γνωστοποιεῖ ὅτι ἀπὸ τῆς 1ης Νοεμβρίου τίθεται εἰς ἐφαρμογὴν νέον δρομολόγιον. Ἀναχωρήσεις: 2.600 τον. εἰς Θεσσαλονίκην, 3.600 τον. διὰ Λάρισαν. [1362, 1030, 1560, 1078]
lottery-text: Πωλοῦνται παρὰ τῷ Τραπεζίτῃ Κ. Π. Παγγιανόπουλῳ. Ἐκπτωτικαὶ τιμαί. Πρὸς ἀγοράν κερδῶν: δρ. 50,000 — δρ. 5,000 — δρ. 1,000. [612, 876, 852, 905]
gn-heading: ΓΝΩΣΤΟΠΟΙΗΣΙΣ [1387, 956, 1535, 976]
gifts-heading: ΤΑ ΔΩΡΑ ΤΟΥ ΚΕΜΑΛ [886, 691, 1078, 711]
orfevrerie: ORFEVRERIE [612, 1077, 862, 1118]
kallidromos-heading: ΠΟΛΙΤΙΚΟΝ ΚΕΝΤΡΟΝ [1159, 679, 1305, 694]
article-text: Αὐτὰ λοιπὸν τὰ μεγάλα κέρδη ἔχομεν νὰ ὑπερασπίσωμεν καὶ αὐτὰ ὀφείλομεν νὰ στερεώσωμεν. Ὁ ἐχθρὸς ἐπιβουλεύεται τὴν ἀκεραιότητα τῆς νέας Ἑλλάδος καὶ προσπαθεῖ διὰ παντὸς μέσου νὰ διασπάσῃ τὴν ἑνότητα τοῦ Ἔθνους. Ἀλλὰ ὁ Ἑλληνικὸς Λαὸς ἀγρυπνεῖ καὶ γνωρίζει ὅτι μόνον ἡ ἐμπιστοσύνη πρὸς τὸν ἡγέτην του θὰ τὸν ὁδηγήσῃ εἰς τὴν τελικὴν νίκην. Τὰ σύνορα τῆς πατρίδος εὑρίσκονται σήμερον εἰς τὴν Θράκην καὶ τὴν Ἰωνίαν, ἐκεῖ ὅπου ἡ φυλή μας ἔζησεν ἐπὶ χιλιετηρίδας. [350, 523, 602, 600]
signoff: Ἐκ τοῦ Ὑπουργείου [436, 1639, 516, 1649]
hours-heading: ΩΡΑΙ ΘΛΙΨΕΩΣ [1362, 702, 1560, 730]
kallidromos-sig: Ν. ΝΤΟΡΜΠΑΝΟΠΟΥΛΟΣ [1178, 741, 1286, 751]
dilosis-heading: ΔΗΛΩΣΙΣ [1177, 114, 1287, 139]
smyrna-sig: Πράκτορες: Α. Α. ΖΩΓΡΑΦΟΥ, τηλέφωνον 84. [96, 715, 282, 725]
gn-text: Ἡ Γενικὴ Διεύθυνσις τῶν Σιδηροδρόμων τοῦ Κράτους γνωστοποιεῖ ὅτι ἀπὸ τῆς 1ης Νοεμβρίου τίθεται εἰς ἐφαρμογὴν νέον δρομολόγιον. Ἀναχωρήσεις: 2.600 τον. εἰς Θεσσαλονίκην, 3.600 τον. διὰ Λάρισαν. [1362, 979, 1560, 1027]
piraeus-text: Ἐκτίθεται εἰς δημοπρασίαν ἡ προμήθεια ἄρτου καὶ χόρτου διὰ τὰς ἀνάγκας τῆς φρουρᾶς κατὰ τὴν 10ην Νοεμβρίου. Ὁ Διοικητὴς τῆς Φρουρᾶς. [862, 1072, 1102, 1101]
christofle: CHRISTOFLE [612, 1115, 859, 1156]
invite-heading: ΠΡΟΣΚΛΗΣΙΣ [1188, 239, 1276, 254]
article-text: Αὐτὰ λοιπὸν τὰ μεγάλα κέρδη ἔχομεν νὰ ὑπερασπίσωμεν καὶ αὐτὰ ὀφείλομεν νὰ στερεώσωμεν. Ὁ ἐχθρὸς ἐπιβουλεύεται τὴν ἀκεραιότητα τῆς νέας Ἑλλάδος καὶ προσπαθεῖ διὰ παντὸς μέσου νὰ διασπάσῃ τὴν ἑνότητα τοῦ Ἔθνους. Ἀλλὰ ὁ Ἑλληνικὸς Λαὸς ἀγρυπνεῖ καὶ γνωρίζει ὅτι μόνον ἡ ἐμπιστοσύνη πρὸς τὸν ἡγέτην του θὰ τὸν ὁδηγήσῃ εἰς τὴν τελικὴν νίκην. Τὰ σύνορα τῆς πατρίδος εὑρίσκονται σήμερον εἰς τὴν Θράκην καὶ τὴν Ἰωνίαν, ἐκεῖ ὅπου ἡ φυλή μας ἔζησεν ἐπὶ χιλιετηρίδας. [350, 1240, 602, 1317]
levant-sub: Ἀναχωρήσεις ἐκ Πειραιῶς [120, 495, 258, 506]
lottery-heading: ΛΑΧΕΙΟΦΟΡΟΙ ΟΜΟΛΟΓΙΑΙ [643, 819, 821, 834]
column-divider [1107, 104, 1108, 2204]
piraeus-heading: Η ΕΠΙΘΕΩΡΗΣΙΣ ΦΡΟΥΡΑΣ ΠΕΙΡΑΙΩΣ [895, 1027, 1069, 1057]
column-divider [344, 104, 345, 2204]
notices-text: Γερμανικὴν αὐτοκίνητα διὰ πᾶσαν χρῆσιν καὶ πᾶσαν ἐργασίαν. Τιμαὶ καὶ ὅροι εὐνοϊκοί. ΚΑΟΥΦΜΑΝ, ΧΑΤΖΗΝΙΚΟΛΗΣ καὶ Σία. Ὁδὸς Σοφοκλέους 7 [40, 1008, 338, 1028]
article-text: Διερχόμεθα τὰς κρισιμωτέρας ἡμέρας τῆς ἱστορίας μας. Ἡ Ἑλλὰς ἐκ τῶν μεγάλων πολέμων ἐξῆλθε νικήτρια καὶ μεγαλυτέρα, ὁ δὲ Ἑλληνικὸς Λαὸς ἀποδεικνύει καθημερινῶς ὅτι εἶναι ἄξιος τῶν μεγάλων ἐθνικῶν πεπρωμένων. Ὑπὸ τὴν καθοδήγησιν τοῦ μεγάλου αὐτοῦ Κυβερνήτου, ἀπεδείχθη καὶ εἰς τοὺς πλέον δυσπίστους ὅτι εἶναι λαὸς ἐργατικός, πειθαρχικός, φιλελεύθερος, γενναῖος εἰς τὸν πόλεμον καὶ σώφρων εἰς τὴν εἰρήνην. [350, 921, 602, 998]
pk2-text: Γενικὴ συνέλευσις τῶν Μεσσηνίων ψηφοφόρων τὴν Πέμπτην 29ην Ὀκτωβρίου. Παρακαλοῦνται οἱ κ.κ. Ν. Ἰωάννου, Γ. Παπαδάκης, Ι. Λαμπρόπουλος νὰ προσέλθωσι. [1362, 487, 1560, 526]
article-text: Διερχόμεθα τὰς κρισιμωτέρας ἡμέρας τῆς ἱστορίας μας. Ἡ Ἑλλὰς ἐκ τῶν μεγάλων πολέμων ἐξῆλθε νικήτρια καὶ μεγαλυτέρα, ὁ δὲ Ἑλληνικὸς Λαὸς ἀποδεικνύει καθημερινῶς ὅτι εἶναι ἄξιος τῶν μεγάλων ἐθνικῶν πεπρωμένων. Ὑπὸ τὴν καθοδήγησιν τοῦ μεγάλου αὐτοῦ Κυβερνήτου, ἀπεδείχθη καὶ εἰς τοὺς πλέον δυσπίστους ὅτι εἶναι λαὸς ἐργατικός, πειθαρχικός, φιλελεύθερος, γενναῖος εἰς τὸν πόλεμον καὶ σώφρων εἰς τὴν εἰρήνην. [350, 682, 602, 759]
shots-sub: ΕΛΛΗΝΩΝ ΥΠΟ ΜΠΟΛΣΕΒΙΚΩΝ [649, 583, 815, 594]
royal-text: Πλατ. Ἁγ. Θεοδώρων 9 [142, 965, 236, 975]
